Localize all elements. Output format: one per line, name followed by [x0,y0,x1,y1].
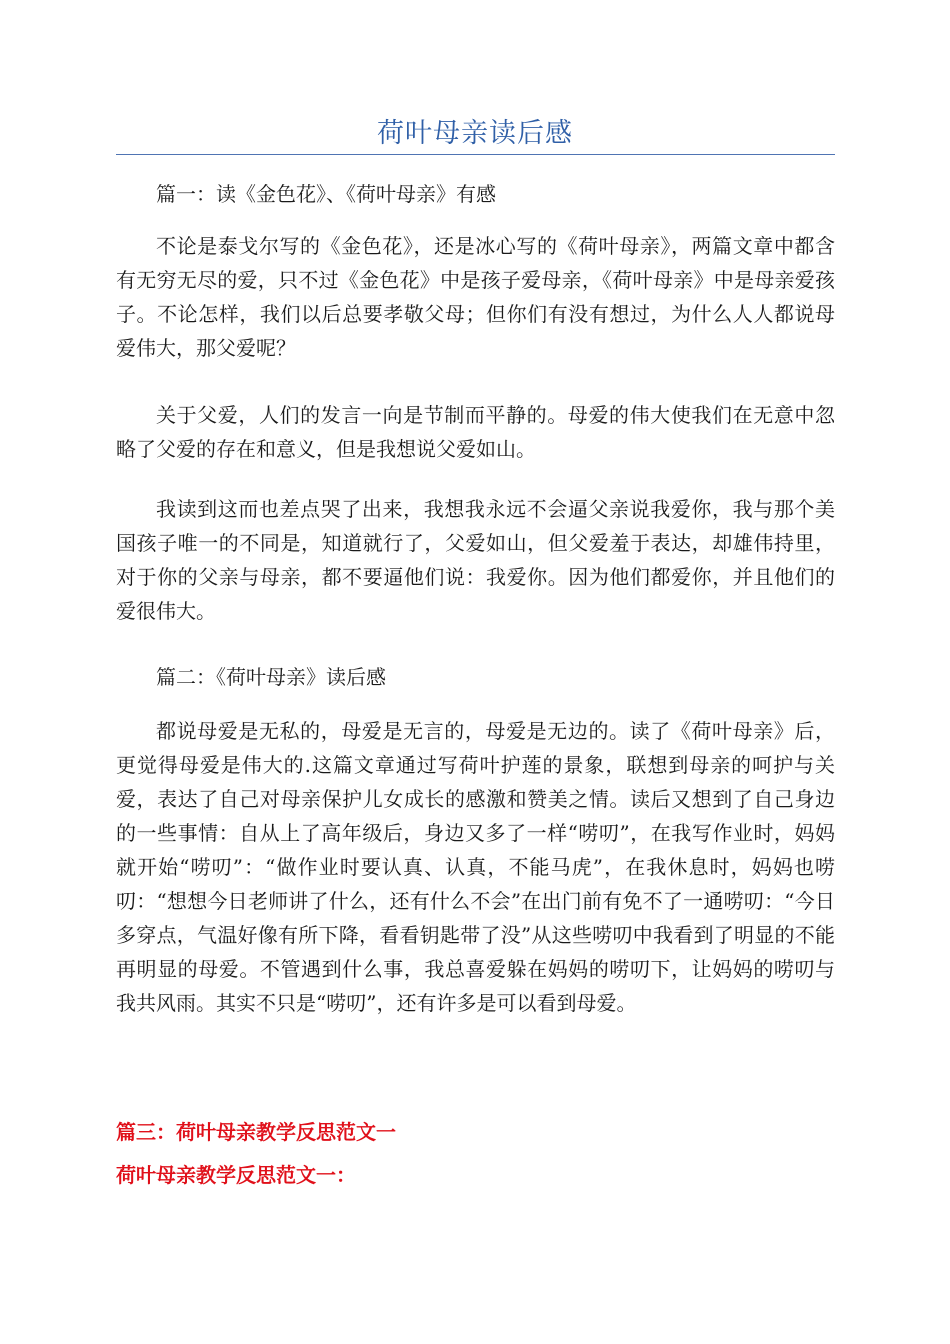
section-three-heading: 篇三：荷叶母亲教学反思范文一 [116,1120,396,1144]
title-underline [116,154,835,155]
section-two-heading: 篇二：《荷叶母亲》读后感 [156,665,386,689]
document-title: 荷叶母亲读后感 [377,118,573,149]
paragraph: 关于父爱，人们的发言一向是节制而平静的。母爱的伟大使我们在无意中忽略了父爱的存在和意义，但是我想说父爱如山。 [116,403,835,461]
paragraph: 不论是泰戈尔写的《金色花》，还是冰心写的《荷叶母亲》，两篇文章中都含有无穷无尽的爱，只不过《金色花》中是孩子爱母亲，《荷叶母亲》中是母亲爱孩子。不论怎样，我们以后总要孝敬父母；但你们有没有想过，为什么人人都说母爱伟大，那父爱呢？ [116,234,835,360]
subsection-heading: 荷叶母亲教学反思范文一： [116,1163,356,1187]
paragraph: 我读到这而也差点哭了出来，我想我永远不会逼父亲说我爱你，我与那个美国孩子唯一的不同是，知道就行了，父爱如山，但父爱羞于表达，却雄伟持里，对于你的父亲与母亲，都不要逼他们说：我爱你。因为他们都爱你，并且他们的爱很伟大。 [116,497,835,623]
section-one-heading: 篇一：读《金色花》、《荷叶母亲》有感 [156,182,496,206]
paragraph: 都说母爱是无私的，母爱是无言的，母爱是无边的。读了《荷叶母亲》后，更觉得母爱是伟大的.这篇文章通过写荷叶护莲的景象，联想到母亲的呵护与关爱，表达了自己对母亲保护儿女成长的感激和赞美之情。读后又想到了自己身边的一些事情：自从上了高年级后，身边又多了一样“唠叨”，在我写作业时，妈妈就开始“唠叨”：“做作业时要认真、认真，不能马虎”，在我休息时，妈妈也唠叨：“想想今日老师讲了什么，还有什么不会”在出门前有免不了一通唠叨：“今日多穿点，气温好像有所下降，看看钥匙带了没”从这些唠叨中我看到了明显的不能再明显的母爱。不管遇到什么事，我总喜爱躲在妈妈的唠叨下，让妈妈的唠叨与我共风雨。其实不只是“唠叨”，还有许多是可以看到母爱。 [116,719,835,1015]
